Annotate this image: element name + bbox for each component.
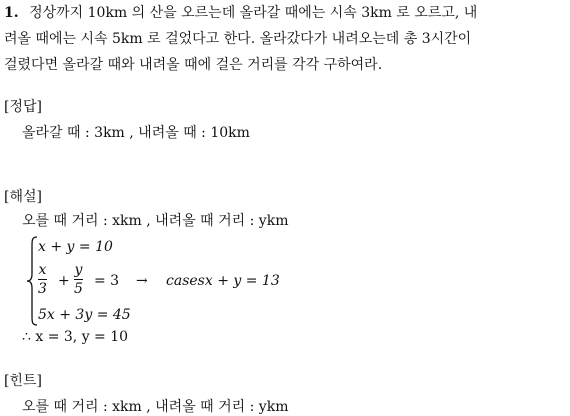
answer-header: [정답] — [4, 99, 42, 115]
explanation-header: [해설] — [4, 189, 42, 205]
problem-text-1: 정상까지 10km 의 산을 오르는데 올라갈 때에는 시속 3km 로 오르고, 내 — [29, 5, 478, 21]
equation-2-rhs: = 3 — [94, 273, 120, 289]
hint-header: [힌트] — [4, 373, 42, 389]
fraction-denominator: 5 — [74, 281, 83, 297]
equation-3: 5x + 3y = 45 — [38, 307, 131, 323]
fraction-y-over-5 — [74, 262, 83, 297]
answer-text: 올라갈 때 : 3km , 내려올 때 : 10km — [22, 125, 250, 141]
problem-line-2: 려올 때에는 시속 5km 로 걸었다고 한다. 올라갔다가 내려오는데 총 3시간이 — [4, 31, 472, 47]
problem-line-3: 걸렸다면 올라갈 때와 내려올 때에 걸은 거리를 각각 구하여라. — [4, 57, 383, 73]
equation-1: x + y = 10 — [38, 239, 113, 255]
problem-number: 1. — [4, 5, 19, 21]
fraction-numerator: x — [38, 262, 47, 278]
left-brace-icon — [26, 236, 38, 326]
equation-2-result: casesx + y = 13 — [166, 273, 280, 289]
equation-system — [26, 236, 356, 326]
arrow-icon: → — [136, 273, 148, 289]
conclusion: ∴ x = 3, y = 10 — [22, 329, 129, 345]
fraction-x-over-3 — [38, 262, 47, 297]
fraction-bar — [38, 279, 47, 280]
fraction-numerator: y — [74, 262, 83, 278]
plus-sign: + — [58, 273, 70, 289]
fraction-denominator: 3 — [38, 281, 47, 297]
problem-line-1 — [4, 4, 477, 22]
hint-text: 오를 때 거리 : xkm , 내려올 때 거리 : ykm — [22, 399, 289, 415]
fraction-bar — [74, 279, 83, 280]
explanation-intro: 오를 때 거리 : xkm , 내려올 때 거리 : ykm — [22, 213, 289, 229]
